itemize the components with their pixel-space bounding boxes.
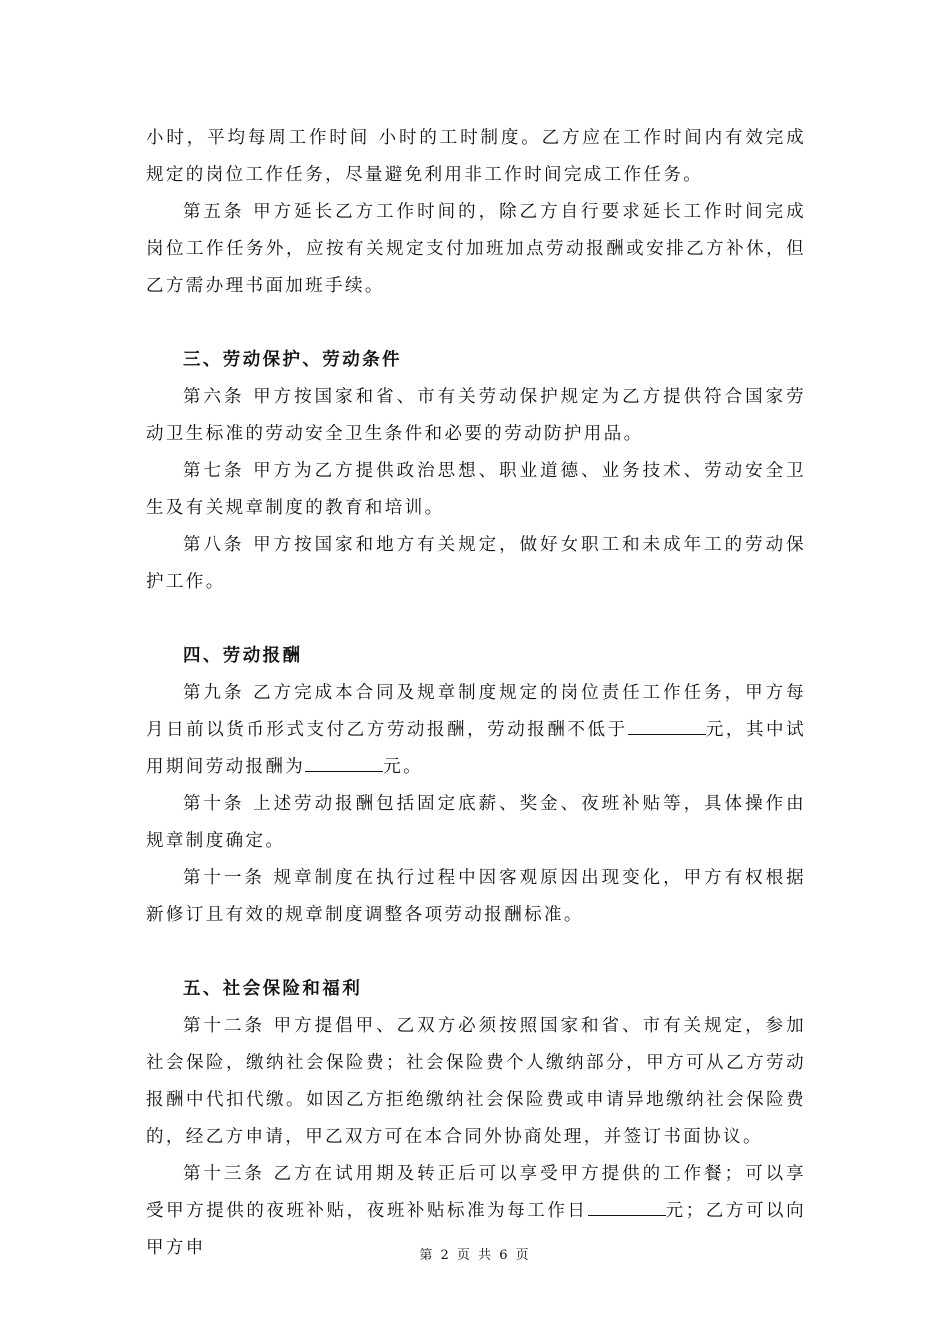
section-4-heading: 四、劳动报酬: [183, 646, 303, 666]
article-7: 第七条 甲方为乙方提供政治思想、职业道德、业务技术、劳动安全卫生及有关规章制度的教育和培训。: [146, 461, 806, 518]
section-5-heading: 五、社会保险和福利: [183, 979, 363, 999]
page-footer: 第 2 页 共 6 页: [419, 1248, 531, 1263]
article-6: 第六条 甲方按国家和省、市有关劳动保护规定为乙方提供符合国家劳动卫生标准的劳动安全卫生条件和必要的劳动防护用品。: [146, 387, 806, 444]
article-9-part-c: 元。: [383, 757, 424, 777]
article-13-part-a: 第十三条 乙方在试用期及转正后可以享受甲方提供的工作餐；可以享受甲方提供的夜班补贴，夜班补贴标准为每工作日: [146, 1164, 806, 1221]
article-10: 第十条 上述劳动报酬包括固定底薪、奖金、夜班补贴等，具体操作由规章制度确定。: [146, 794, 806, 851]
article-8: 第八条 甲方按国家和地方有关规定，做好女职工和未成年工的劳动保护工作。: [146, 535, 806, 592]
article-11: 第十一条 规章制度在执行过程中因客观原因出现变化，甲方有权根据新修订且有效的规章制度调整各项劳动报酬标准。: [146, 868, 806, 925]
document-body: [146, 120, 806, 1267]
article-9-part-a: 第九条 乙方完成本合同及规章制度规定的岗位责任工作任务，甲方每月日前以货币形式支付乙方劳动报酬，劳动报酬不低于: [146, 683, 806, 740]
article-13-part-b: 元；乙方可以向甲方申: [146, 1201, 806, 1258]
article-9-part-b: 元，其中试用期间劳动报酬为: [146, 720, 806, 777]
night-allowance-blank: [588, 1197, 666, 1216]
article-12: 第十二条 甲方提倡甲、乙双方必须按照国家和省、市有关规定，参加社会保险，缴纳社会保险费；社会保险费个人缴纳部分，甲方可从乙方劳动报酬中代扣代缴。如因乙方拒绝缴纳社会保险费或申请异地缴纳社会保险费的，经乙方申请，甲乙双方可在本合同外协商处理，并签订书面协议。: [146, 1016, 806, 1147]
article-5: 第五条 甲方延长乙方工作时间的，除乙方自行要求延长工作时间完成岗位工作任务外，应按有关规定支付加班加点劳动报酬或安排乙方补休，但乙方需办理书面加班手续。: [146, 202, 806, 296]
article-9: [146, 675, 806, 786]
probation-salary-blank: [305, 753, 383, 772]
paragraph-continued: 小时，平均每周工作时间 小时的工时制度。乙方应在工作时间内有效完成规定的岗位工作任务，尽量避免利用非工作时间完成工作任务。: [146, 128, 806, 185]
section-3-heading: 三、劳动保护、劳动条件: [183, 350, 402, 370]
salary-blank: [628, 716, 706, 735]
